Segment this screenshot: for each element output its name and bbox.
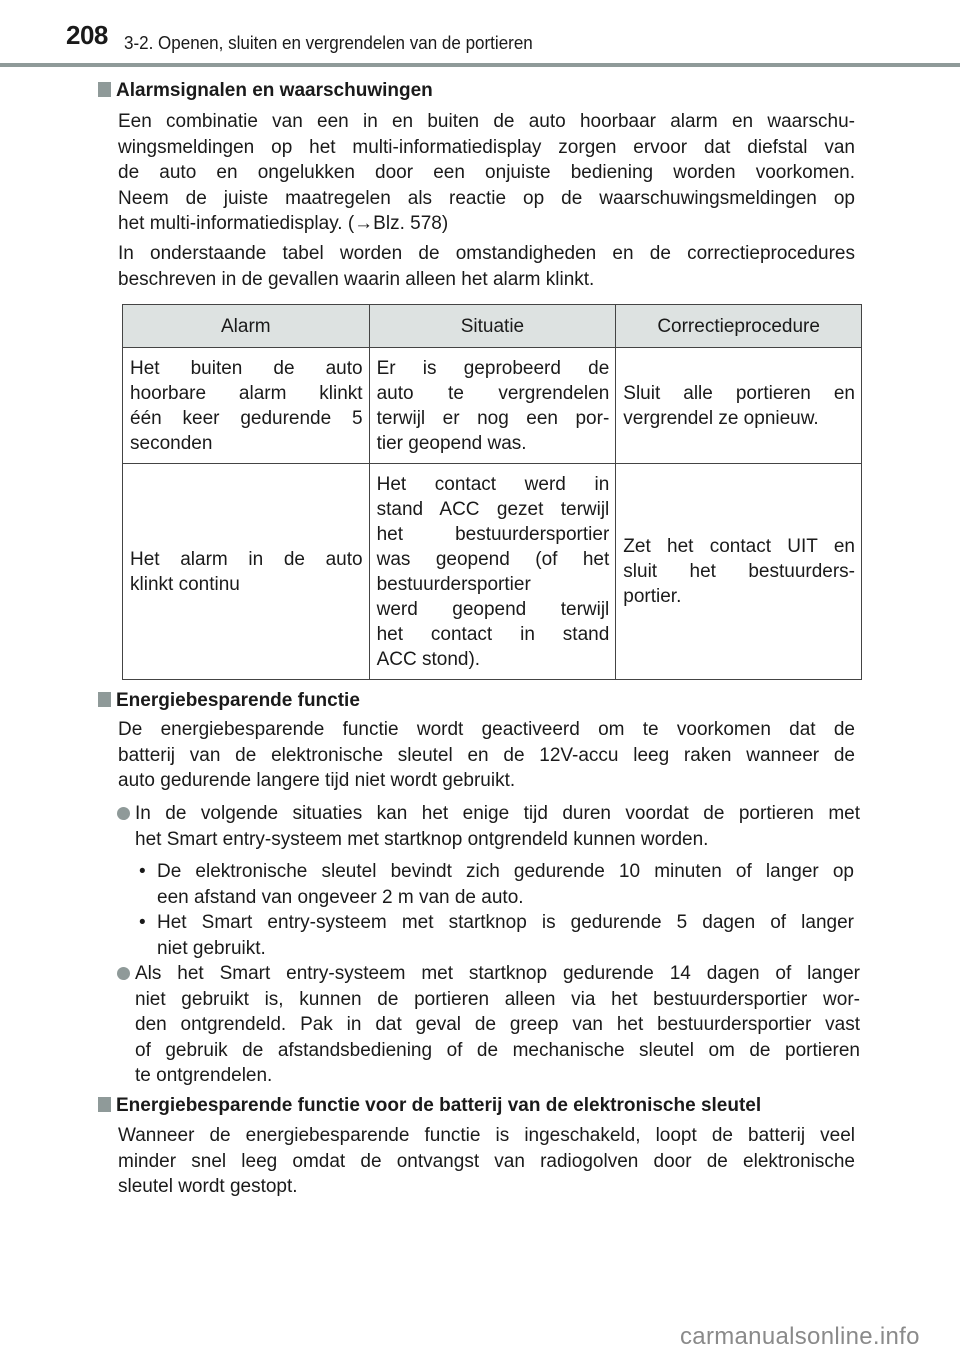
text-line: te ontgrendelen.	[135, 1065, 273, 1087]
text-line: klinkt continu	[130, 573, 240, 595]
text-line: tier geopend was.	[376, 432, 527, 454]
text-line: ACC stond).	[376, 648, 481, 670]
square-bullet-icon	[98, 82, 111, 97]
text-line: sleutel wordt gestopt.	[118, 1176, 298, 1198]
text-line: of gebruik de afstandsbediening of de mechanische sleutel om de portieren	[135, 1039, 860, 1061]
dot-bullet-icon: •	[139, 912, 146, 933]
square-bullet-icon	[98, 692, 111, 707]
cell-situatie	[369, 348, 616, 464]
watermark: carmanualsonline.info	[680, 1323, 920, 1350]
text-line: hoorbare alarm klinkt	[130, 382, 363, 404]
text-line: Het Smart entry-systeem met startknop is gedurende 5 dagen of langer	[157, 912, 854, 933]
text-line: sluit het bestuurders-	[623, 561, 855, 582]
table-row	[123, 464, 862, 680]
cell-alarm	[123, 464, 370, 680]
text-line: de auto en ongelukken door een onjuiste bediening worden voorkomen.	[118, 162, 855, 184]
text-line: terwijl er nog een por-	[376, 407, 610, 429]
text-line: het contact in stand	[376, 623, 610, 645]
text-line: Zet het contact UIT en	[623, 536, 855, 557]
text-line: portier.	[623, 586, 682, 607]
section-heading-text: Alarmsignalen en waarschuwingen	[116, 80, 433, 101]
table-row	[123, 348, 862, 464]
dot-bullet-icon: •	[139, 861, 146, 882]
column-header-correctie: Correctieprocedure	[616, 305, 862, 348]
text-line: was geopend (of het	[376, 548, 610, 570]
square-bullet-icon	[98, 1097, 111, 1112]
text-line: De elektronische sleutel bevindt zich gedurende 10 minuten of langer op	[157, 861, 854, 882]
text-line: Sluit alle portieren en	[623, 382, 855, 404]
circle-bullet-icon	[117, 807, 130, 820]
page-header	[0, 0, 960, 53]
text-line: Het buiten de auto	[130, 357, 363, 379]
alarm-table	[122, 304, 862, 680]
text-line: auto te vergrendelen	[376, 382, 610, 404]
paragraph-energy-intro	[118, 717, 855, 794]
paragraph-alarm-intro	[118, 109, 855, 237]
paragraph-key-battery	[118, 1123, 855, 1200]
chapter-title: 3-2. Openen, sluiten en vergrendelen van de portieren	[124, 32, 533, 53]
text-line: De energiebesparende functie wordt geactiveerd om te voorkomen dat de	[118, 719, 855, 740]
header-divider	[0, 63, 960, 67]
text-line: batterij van de elektronische sleutel en de 12V-accu leeg raken wanneer de	[118, 744, 855, 766]
text-line: wingsmeldingen op het multi-informatiedisplay zorgen ervoor dat diefstal van	[118, 136, 855, 158]
text-line: Het alarm in de auto	[130, 548, 363, 570]
text-line: Een combinatie van een in en buiten de auto hoorbaar alarm en waarschu-	[118, 111, 855, 132]
text-line: het Smart entry-systeem met startknop ontgrendeld kunnen worden.	[135, 828, 709, 850]
page-number: 208	[66, 20, 108, 50]
section-heading-key-battery	[98, 1095, 761, 1117]
text-line: niet gebruikt is, kunnen de portieren alleen via het bestuurdersportier wor-	[135, 988, 860, 1010]
text-line: stand ACC gezet terwijl	[376, 498, 610, 520]
bullet-item	[135, 801, 860, 852]
text-line: In de volgende situaties kan het enige tijd duren voordat de portieren met	[135, 803, 860, 824]
cell-correctie	[616, 348, 862, 464]
text-line: auto gedurende langere tijd niet wordt gebruikt.	[118, 770, 516, 792]
cell-correctie	[616, 464, 862, 680]
section-heading-text: Energiebesparende functie	[116, 690, 360, 711]
column-header-alarm: Alarm	[123, 305, 370, 348]
text-line: werd geopend terwijl	[376, 598, 610, 620]
text-line: een afstand van ongeveer 2 m van de auto.	[157, 886, 524, 908]
cell-alarm	[123, 348, 370, 464]
paragraph-table-intro	[118, 241, 855, 292]
text-line: Wanneer de energiebesparende functie is ingeschakeld, loopt de batterij veel	[118, 1125, 855, 1146]
section-heading-energy	[98, 690, 360, 712]
text-line: den ontgrendeld. Pak in dat geval de greep van het bestuurdersportier vast	[135, 1014, 860, 1036]
table-header-row	[123, 305, 862, 348]
section-heading-alarm	[98, 80, 433, 102]
text-line: Er is geprobeerd de	[376, 357, 610, 379]
text-line: Het contact werd in	[376, 473, 610, 495]
text-line: Als het Smart entry-systeem met startknop gedurende 14 dagen of langer	[135, 963, 860, 984]
text-line: het bestuurdersportier	[376, 523, 610, 545]
text-line: In onderstaande tabel worden de omstandigheden en de correctieprocedures	[118, 243, 855, 264]
text-line: Neem de juiste maatregelen als reactie op de waarschuwingsmeldingen op	[118, 187, 855, 209]
bullet-item	[135, 961, 860, 1089]
cell-situatie	[369, 464, 616, 680]
text-line: minder snel leeg omdat de ontvangst van radiogolven door de elektronische	[118, 1150, 855, 1172]
text-line: niet gebruikt.	[157, 937, 266, 959]
text-line: bestuurdersportier	[376, 573, 531, 595]
text-line: vergrendel ze opnieuw.	[623, 407, 819, 429]
circle-bullet-icon	[117, 967, 130, 980]
sub-bullet-item	[139, 859, 854, 910]
text-line: beschreven in de gevallen waarin alleen het alarm klinkt.	[118, 268, 595, 290]
page-reference-link[interactable]: het multi-informatiedisplay. (→Blz. 578)	[118, 213, 449, 235]
sub-bullet-item	[139, 910, 854, 961]
section-heading-text: Energiebesparende functie voor de batterij van de elektronische sleutel	[116, 1095, 762, 1116]
text-line: seconden	[130, 432, 213, 454]
text-line: één keer gedurende 5	[130, 407, 363, 429]
column-header-situatie: Situatie	[369, 305, 616, 348]
